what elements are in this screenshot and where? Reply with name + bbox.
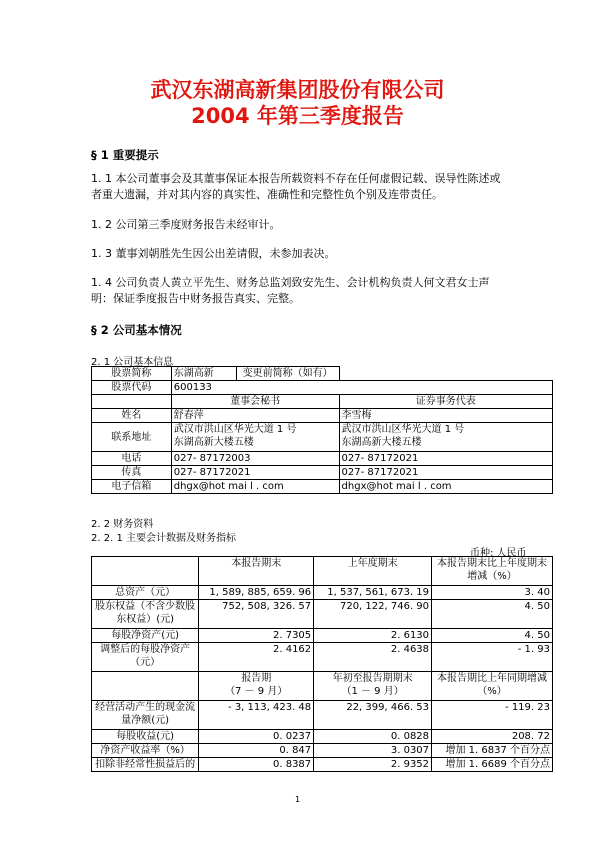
notice-1-3: 1. 3 董事刘朝胜先生因公出差请假，未参加表决。 [91, 247, 336, 260]
notice-1-2: 1. 2 公司第三季度财务报告未经审计。 [91, 218, 281, 231]
secretary-phone: 027- 87172003 [171, 452, 339, 466]
value-col3: 4. 50 [432, 600, 553, 629]
secretary-address-line2: 东湖高新大楼五楼 [173, 437, 254, 448]
page-number: 1 [294, 795, 301, 804]
value-col3: - 119. 23 [432, 701, 553, 730]
header-quarter-label: 报告期 [241, 673, 272, 684]
table-row [92, 758, 553, 772]
header-period-end: 本报告期末 [199, 557, 314, 586]
currency-note: 币种: 人民币 [470, 548, 527, 559]
report-title-line1: 武汉东湖高新集团股份有限公司 [150, 78, 445, 102]
financial-table [91, 556, 553, 772]
subsection-2-2: 2. 2 财务资料 [91, 519, 154, 530]
subsection-2-2-1: 2. 2. 1 主要会计数据及财务指标 [91, 533, 236, 544]
value-col1: 2. 7305 [199, 629, 314, 643]
row-label: 调整后的每股净资产（元） [92, 643, 199, 672]
value-col2: 0. 0828 [314, 730, 432, 744]
rep-address [339, 423, 552, 452]
secretary-address [171, 423, 339, 452]
value-col1: 2. 4162 [199, 643, 314, 672]
rep-address-line2: 东湖高新大楼五楼 [341, 437, 422, 448]
subsection-2-1: 2. 1 公司基本信息 [91, 357, 174, 368]
row-label: 股东权益（不含少数股东权益）(元) [92, 600, 199, 629]
prev-abbr [339, 367, 552, 381]
table-row [92, 643, 553, 672]
header-yoy-label: 本报告期比上年同期增减 [437, 673, 548, 684]
value-col1: 0. 8387 [199, 758, 314, 772]
notice-1-1: 1. 1 本公司董事会及其董事保证本报告所载资料不存在任何虚假记载、误导性陈述或者重大遗漏，并对其内容的真实性、准确性和完整性负个别及连带责任。 [91, 172, 501, 201]
header-ytd [314, 672, 432, 701]
prev-abbr-label: 变更前简称（如有） [236, 367, 339, 381]
table-row [92, 730, 553, 744]
phone-label: 电话 [92, 452, 172, 466]
value-col3: 增加 1. 6837 个百分点 [432, 744, 553, 758]
stock-abbr: 东湖高新 [171, 367, 236, 381]
header-quarter-range: （7 － 9 月） [225, 686, 288, 697]
value-col3: 4. 50 [432, 629, 553, 643]
header-quarter [199, 672, 314, 701]
report-title-line2: 2004 年第三季度报告 [191, 104, 404, 128]
secretary-name: 舒春萍 [171, 409, 339, 423]
company-info-table [91, 366, 553, 494]
secretary-email: dhgx@hot mai l . com [171, 480, 339, 494]
name-label: 姓名 [92, 409, 172, 423]
header-ytd-label: 年初至报告期期末 [332, 673, 413, 684]
rep-name: 李雪梅 [339, 409, 552, 423]
secretary-header: 董事会秘书 [171, 395, 339, 409]
value-col2: 720, 122, 746. 90 [314, 600, 432, 629]
value-col2: 2. 6130 [314, 629, 432, 643]
rep-phone: 027- 87172021 [339, 452, 552, 466]
stock-abbr-label: 股票简称 [92, 367, 172, 381]
notice-1-4: 1. 4 公司负责人黄立平先生、财务总监刘致安先生、会计机构负责人何文君女士声明：保证季度报告中财务报告真实、完整。 [91, 276, 490, 305]
stock-code-label: 股票代码 [92, 381, 172, 395]
header-yoy-unit: （%） [477, 686, 507, 697]
address-label: 联系地址 [92, 423, 172, 452]
stock-code: 600133 [171, 381, 552, 395]
row-label: 每股收益(元) [92, 730, 199, 744]
section2-heading: § 2 公司基本情况 [91, 323, 182, 337]
secretary-fax: 027- 87172021 [171, 466, 339, 480]
row-label: 每股净资产(元) [92, 629, 199, 643]
value-col3: 3. 40 [432, 586, 553, 600]
value-col2: 3. 0307 [314, 744, 432, 758]
fax-label: 传真 [92, 466, 172, 480]
table-row [92, 744, 553, 758]
value-col1: 752, 508, 326. 57 [199, 600, 314, 629]
header-ytd-range: （1 － 9 月） [341, 686, 404, 697]
email-label: 电子信箱 [92, 480, 172, 494]
value-col1: 1, 589, 885, 659. 96 [199, 586, 314, 600]
secretary-address-line1: 武汉市洪山区华光大道 1 号 [173, 424, 297, 435]
value-col1: - 3, 113, 423. 48 [199, 701, 314, 730]
table-row [92, 586, 553, 600]
table-row [92, 629, 553, 643]
value-col3: 增加 1. 6689 个百分点 [432, 758, 553, 772]
rep-header: 证券事务代表 [339, 395, 552, 409]
header-change: 本报告期末比上年度期末增减（%） [432, 557, 553, 586]
row-label: 扣除非经常性损益后的 [92, 758, 199, 772]
table-row [92, 701, 553, 730]
row-label: 净资产收益率（%） [92, 744, 199, 758]
value-col2: 2. 4638 [314, 643, 432, 672]
row-label: 总资产（元） [92, 586, 199, 600]
table-row [92, 600, 553, 629]
value-col2: 1, 537, 561, 673. 19 [314, 586, 432, 600]
row-label: 经营活动产生的现金流量净额(元) [92, 701, 199, 730]
rep-email: dhgx@hot mai l . com [339, 480, 552, 494]
rep-fax: 027- 87172021 [339, 466, 552, 480]
value-col3: 208. 72 [432, 730, 553, 744]
rep-address-line1: 武汉市洪山区华光大道 1 号 [341, 424, 465, 435]
section1-heading: § 1 重要提示 [91, 148, 159, 162]
value-col1: 0. 0237 [199, 730, 314, 744]
header-prev-year-end: 上年度期末 [314, 557, 432, 586]
header-yoy [432, 672, 553, 701]
value-col3: - 1. 93 [432, 643, 553, 672]
value-col1: 0. 847 [199, 744, 314, 758]
value-col2: 2. 9352 [314, 758, 432, 772]
value-col2: 22, 399, 466. 53 [314, 701, 432, 730]
